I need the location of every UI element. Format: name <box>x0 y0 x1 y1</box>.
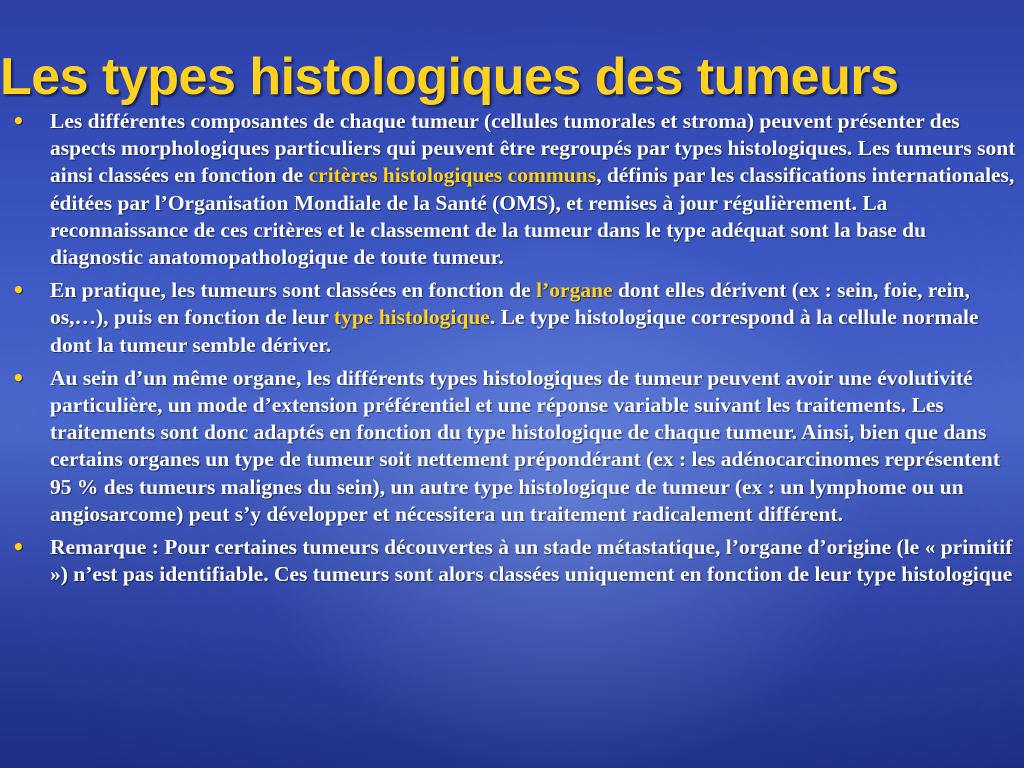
bullet-icon: • <box>12 535 25 560</box>
bullet-text: Remarque : Pour certaines tumeurs découvertes à un stade métastatique, l’organe d’origine (le « primitif ») n’est pas identifiable. Ces tumeurs sont alors classées uniquement en fonction de leur type histologique <box>50 535 1013 587</box>
bullet-item-treatment <box>10 365 1016 528</box>
bullet-item-organ-type <box>10 277 1016 359</box>
bullet-text: Les différentes composantes de chaque tumeur (cellules tumorales et stroma) peuvent présenter des aspects morphologiques particuliers qui peuvent être regroupés par types histologiques. Les tumeurs sont ainsi classées en fonction de <box>50 109 1016 188</box>
bullet-text: , définis par les classifications internationales, éditées par l’Organisation Mondiale de la Santé (OMS), et remises à jour régulièrement. La reconnaissance de ces critères et le classement de la tumeur dans le type adéquat sont la base du diagnostic anatomopathologique de toute tumeur. <box>50 163 1015 270</box>
highlight-criteria: critères histologiques communs <box>308 163 597 188</box>
highlight-organ: l’organe <box>536 278 613 303</box>
bullet-icon: • <box>12 365 25 390</box>
bullet-text: . Le type histologique correspond à la cellule normale dont la tumeur semble dériver. <box>50 305 979 357</box>
highlight-histologic-type: type histologique <box>333 305 490 330</box>
bullet-text: Au sein d’un même organe, les différents types histologiques de tumeur peuvent avoir une évolutivité particulière, un mode d’extension préférentiel et une réponse variable suivant les traitements. Les traitements sont donc adaptés en fonction du type histologique de chaque tumeur. Ainsi, bien que dans certains organes un type de tumeur soit nettement prépondérant (ex : les adénocarcinomes représentent 95 % des tumeurs malignes du sein), un autre type histologique de tumeur (ex : un lymphome ou un angiosarcome) peut s’y développer et nécessitera un traitement radicalement différent. <box>50 365 1001 526</box>
bullet-text: dont elles dérivent (ex : sein, foie, rein, os,…), puis en fonction de leur <box>50 278 970 330</box>
slide-title: Les types histologiques des tumeurs <box>0 48 899 106</box>
bullet-text: En pratique, les tumeurs sont classées en fonction de <box>50 278 537 303</box>
bullet-icon: • <box>12 109 25 133</box>
bullet-item-remark <box>10 534 1016 588</box>
bullet-item-classification <box>10 108 1016 271</box>
bullet-list <box>10 108 1016 594</box>
bullet-icon: • <box>12 278 25 303</box>
